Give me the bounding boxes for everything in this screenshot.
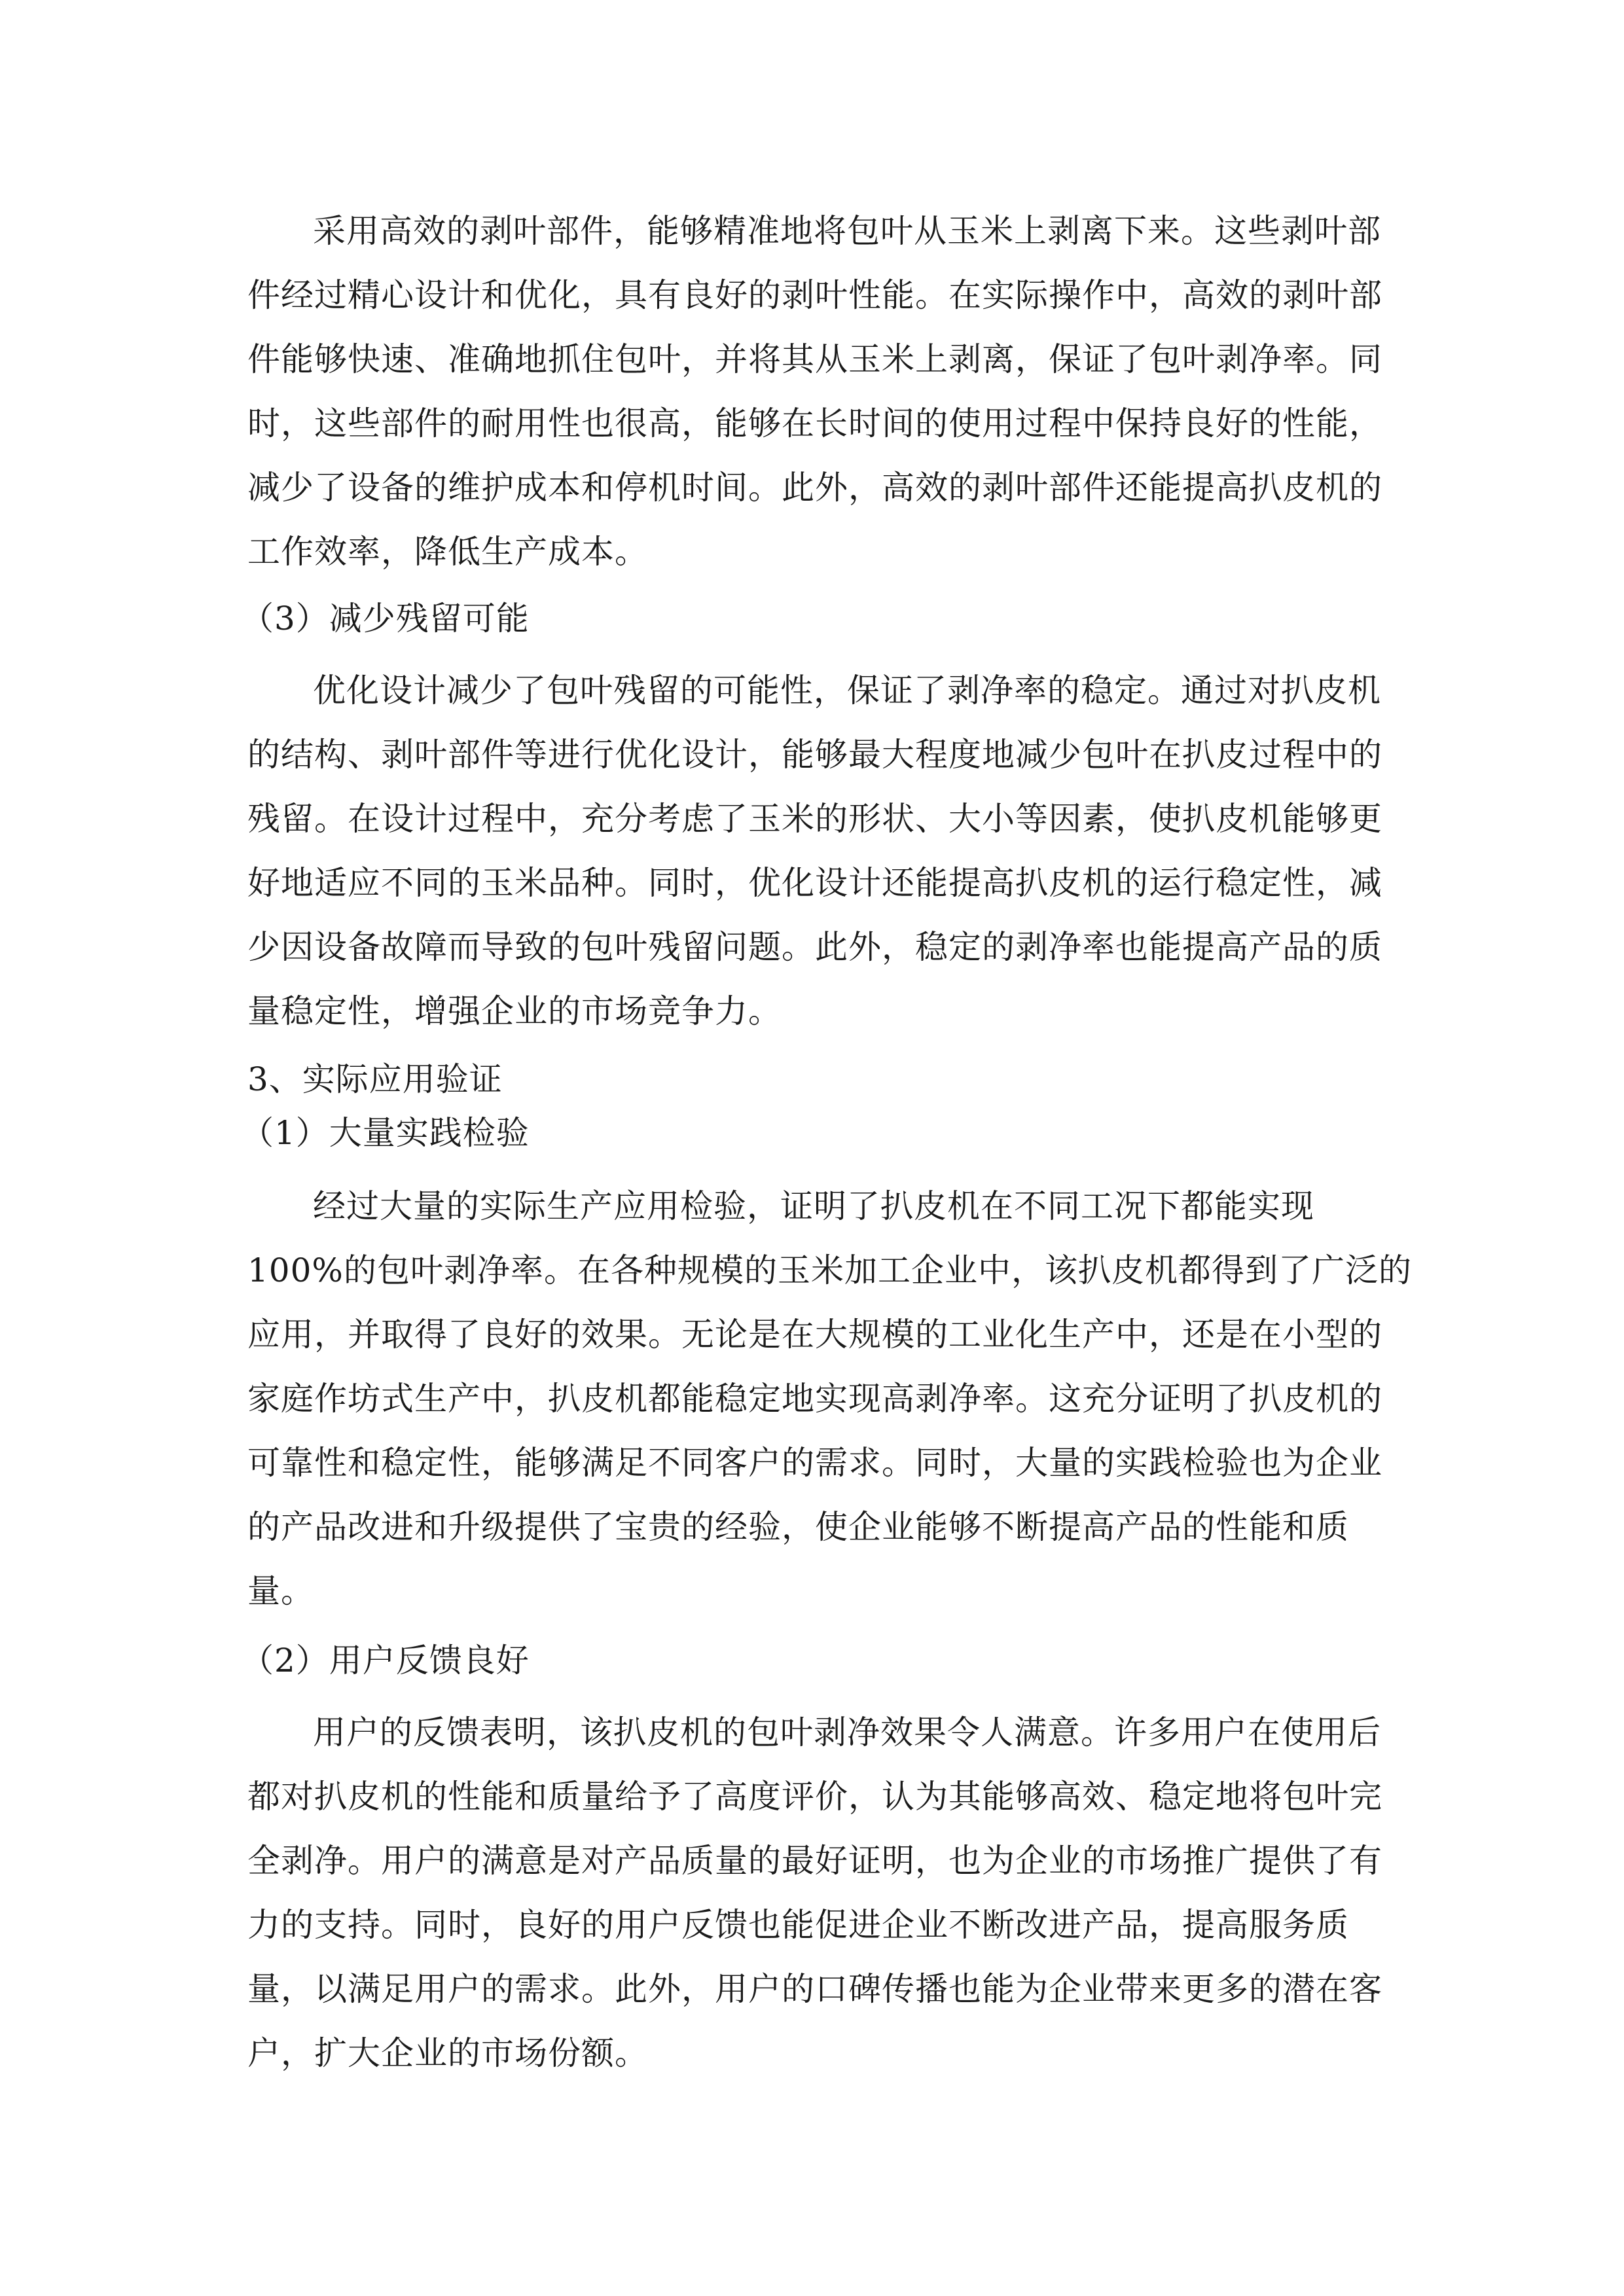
section-heading: 3、实际应用验证	[247, 1060, 503, 1098]
paragraph-line: 可靠性和稳定性，能够满足不同客户的需求。同时，大量的实践检验也为企业	[247, 1444, 1382, 1482]
paragraph-line: 的结构、剥叶部件等进行优化设计，能够最大程度地减少包叶在扒皮过程中的	[247, 736, 1382, 774]
paragraph-line: 户，扩大企业的市场份额。	[247, 2034, 648, 2072]
subheading-reduce-residue: （3）减少残留可能	[241, 600, 530, 637]
paragraph-line: 优化设计减少了包叶残留的可能性，保证了剥净率的稳定。通过对扒皮机	[313, 672, 1381, 709]
paragraph-line: 应用，并取得了良好的效果。无论是在大规模的工业化生产中，还是在小型的	[247, 1316, 1382, 1354]
paragraph-line: 工作效率，降低生产成本。	[247, 533, 648, 571]
paragraph-line: 100%的包叶剥净率。在各种规模的玉米加工企业中，该扒皮机都得到了广泛的	[247, 1251, 1412, 1289]
paragraph-line: 全剥净。用户的满意是对产品质量的最好证明，也为企业的市场推广提供了有	[247, 1842, 1382, 1880]
paragraph-line: 量。	[247, 1572, 314, 1610]
paragraph-line: 好地适应不同的玉米品种。同时，优化设计还能提高扒皮机的运行稳定性，减	[247, 864, 1382, 902]
paragraph-line: 件能够快速、准确地抓住包叶，并将其从玉米上剥离，保证了包叶剥净率。同	[247, 340, 1382, 378]
paragraph-line: 的产品改进和升级提供了宝贵的经验，使企业能够不断提高产品的性能和质	[247, 1508, 1349, 1546]
paragraph-line: 力的支持。同时，良好的用户反馈也能促进企业不断改进产品，提高服务质	[247, 1906, 1349, 1944]
paragraph-line: 采用高效的剥叶部件，能够精准地将包叶从玉米上剥离下来。这些剥叶部	[313, 212, 1381, 250]
paragraph-line: 件经过精心设计和优化，具有良好的剥叶性能。在实际操作中，高效的剥叶部	[247, 276, 1382, 314]
paragraph-line: 时，这些部件的耐用性也很高，能够在长时间的使用过程中保持良好的性能，	[247, 404, 1382, 442]
paragraph-line: 经过大量的实际生产应用检验，证明了扒皮机在不同工况下都能实现	[313, 1187, 1314, 1225]
paragraph-line: 残留。在设计过程中，充分考虑了玉米的形状、大小等因素，使扒皮机能够更	[247, 800, 1382, 838]
paragraph-line: 都对扒皮机的性能和质量给予了高度评价，认为其能够高效、稳定地将包叶完	[247, 1778, 1382, 1816]
paragraph-line: 少因设备故障而导致的包叶残留问题。此外，稳定的剥净率也能提高产品的质	[247, 928, 1382, 966]
paragraph-line: 减少了设备的维护成本和停机时间。此外，高效的剥叶部件还能提高扒皮机的	[247, 469, 1382, 507]
subheading-practice-test: （1）大量实践检验	[241, 1114, 530, 1152]
paragraph-line: 量稳定性，增强企业的市场竞争力。	[247, 992, 782, 1030]
paragraph-line: 家庭作坊式生产中，扒皮机都能稳定地实现高剥净率。这充分证明了扒皮机的	[247, 1380, 1382, 1418]
subheading-user-feedback: （2）用户反馈良好	[241, 1641, 530, 1679]
paragraph-line: 量，以满足用户的需求。此外，用户的口碑传播也能为企业带来更多的潜在客	[247, 1970, 1382, 2008]
paragraph-line: 用户的反馈表明，该扒皮机的包叶剥净效果令人满意。许多用户在使用后	[313, 1713, 1381, 1751]
